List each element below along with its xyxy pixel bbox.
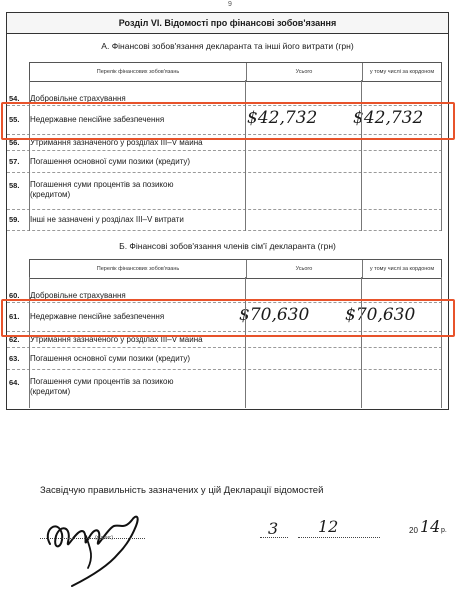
row-label: Добровільне страхування — [30, 94, 126, 103]
table-row — [7, 370, 442, 406]
row-number: 57. — [9, 157, 20, 166]
date-month: 12 — [318, 517, 339, 536]
row-label: Погашення основної суми позики (кредиту) — [30, 157, 191, 166]
row-label: Інші не зазначені у розділах III–V витрати — [30, 215, 184, 224]
table-row — [7, 151, 442, 173]
row-label: Утримання зазначеного у розділах III–V майна — [30, 138, 203, 147]
row-number: 60. — [9, 291, 20, 300]
column-total-header: Усього — [295, 69, 313, 75]
financial-obligations-form — [6, 12, 449, 410]
handwritten-total: $42,732 — [247, 108, 318, 128]
row-number: 59. — [9, 215, 20, 224]
row-number: 64. — [9, 378, 20, 387]
handwritten-abroad: $42,732 — [353, 108, 424, 128]
date-year: 14 — [420, 517, 441, 536]
date-year-prefix: 20 — [409, 526, 418, 535]
column-list-header: Перелік фінансових зобов'язань — [96, 266, 180, 272]
table-row — [7, 348, 442, 370]
part-a-header — [29, 62, 442, 82]
row-number: 62. — [9, 335, 20, 344]
handwritten-total: $70,630 — [239, 305, 310, 325]
row-label: Погашення основної суми позики (кредиту) — [30, 354, 191, 363]
part-b-title: Б. Фінансові зобов'язання членів сім'ї декларанта (грн) — [119, 241, 336, 251]
page-number: 9 — [228, 1, 232, 8]
handwritten-abroad: $70,630 — [345, 305, 416, 325]
highlight-row-55 — [1, 102, 455, 140]
row-label: Недержавне пенсійне забезпечення — [30, 312, 165, 321]
row-number: 61. — [9, 312, 20, 321]
row-number: 56. — [9, 138, 20, 147]
highlight-row-61 — [1, 299, 455, 337]
part-a-title: А. Фінансові зобов'язання декларанта та інші його витрати (грн) — [101, 41, 354, 51]
row-label: Погашення суми процентів за позикою (кредитом) — [30, 377, 174, 396]
row-label: Погашення суми процентів за позикою (кредитом) — [30, 180, 174, 199]
date-month-line — [298, 537, 380, 538]
column-abroad-header: у тому числі за кордоном — [369, 69, 435, 75]
row-number: 58. — [9, 181, 20, 190]
row-label: Добровільне страхування — [30, 291, 126, 300]
row-number: 63. — [9, 354, 20, 363]
row-number: 54. — [9, 94, 20, 103]
column-abroad-header: у тому числі за кордоном — [369, 266, 435, 272]
signature — [28, 496, 188, 592]
certification-text: Засвідчую правильність зазначених у цій Декларації відомостей — [40, 485, 324, 496]
table-row — [7, 210, 442, 231]
section-title: Розділ VI. Відомості про фінансові зобов'язання — [7, 13, 448, 34]
date-day: 3 — [268, 519, 279, 538]
part-b-header — [29, 259, 442, 279]
date-year-unit: р. — [441, 527, 447, 534]
signature-line — [40, 538, 145, 539]
signature-caption: (підпис) — [95, 535, 114, 541]
date-day-line — [260, 537, 288, 538]
column-list-header: Перелік фінансових зобов'язань — [96, 69, 180, 75]
row-label: Недержавне пенсійне забезпечення — [30, 115, 165, 124]
row-number: 55. — [9, 115, 20, 124]
column-total-header: Усього — [295, 266, 313, 272]
table-row — [7, 173, 442, 210]
row-label: Утримання зазначеного у розділах III–V майна — [30, 335, 203, 344]
